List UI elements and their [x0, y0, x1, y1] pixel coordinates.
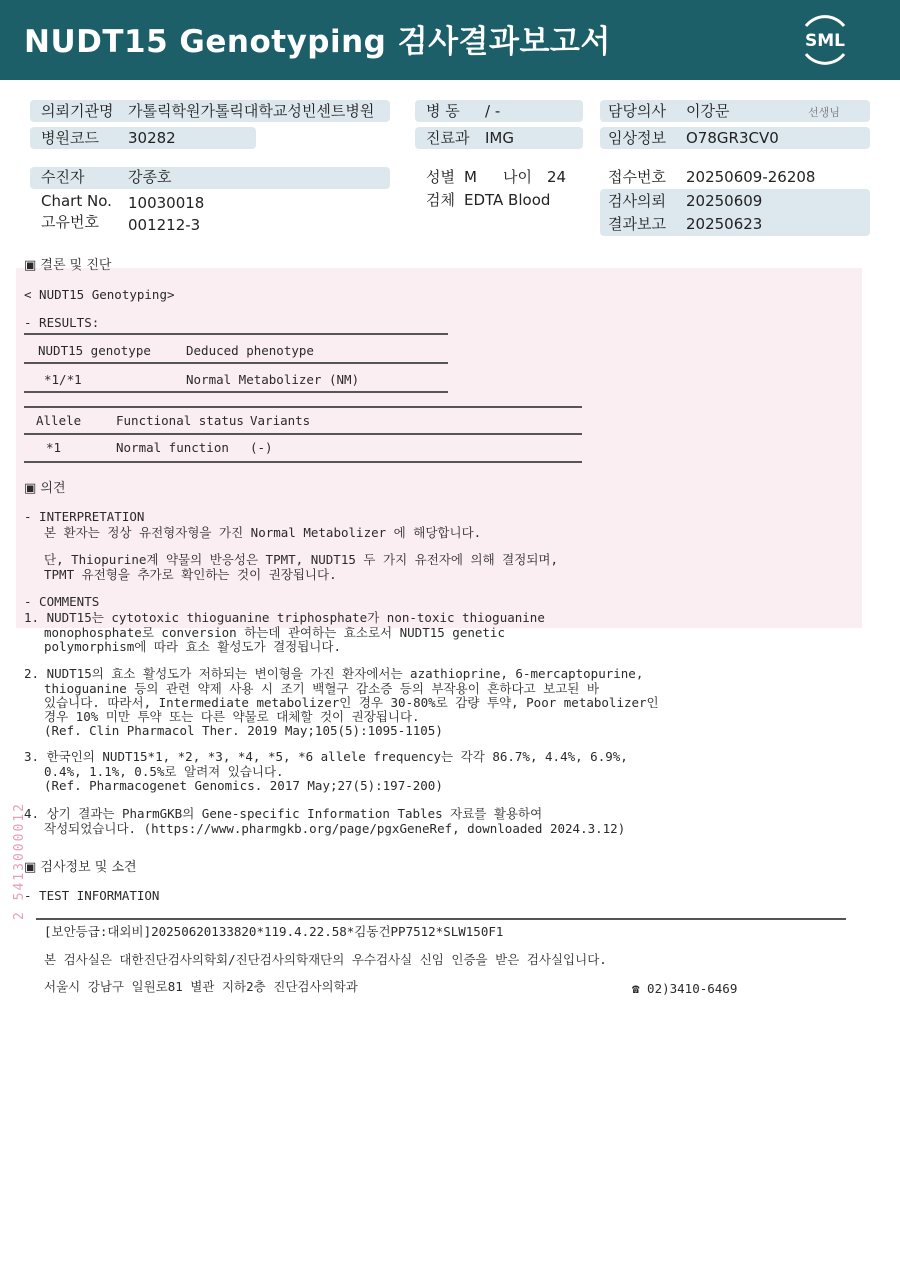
- comment-1-line-1: 1. NUDT15는 cytotoxic thioguanine triphosphate가 non-toxic thioguanine: [24, 610, 545, 625]
- divider: [24, 461, 582, 463]
- hospital-code-value: 30282: [128, 129, 176, 147]
- genotype-value: *1/*1: [44, 372, 82, 387]
- section-opinion-heading: ▣ 의견: [24, 481, 66, 496]
- specimen-value: EDTA Blood: [464, 191, 551, 209]
- col-genotype-header: NUDT15 genotype: [38, 343, 151, 358]
- comment-4-line-1: 4. 상기 결과는 PharmGKB의 Gene-specific Information Tables 자료를 활용하여: [24, 806, 543, 821]
- patient-label: 수진자: [41, 168, 85, 186]
- section-test-info-heading: ▣ 검사정보 및 소견: [24, 860, 137, 875]
- comment-1-line-3: polymorphism에 따라 효소 활성도가 결정됩니다.: [44, 639, 341, 654]
- sex-value: M: [464, 168, 477, 186]
- unique-no-value: 001212-3: [128, 216, 201, 234]
- ward-label: 병 동: [426, 102, 460, 120]
- receipt-value: 20250609-26208: [686, 168, 816, 186]
- logo-text: SML: [805, 31, 845, 51]
- ward-value: / -: [485, 102, 501, 120]
- clinical-label: 임상정보: [608, 129, 666, 147]
- certification-line: 본 검사실은 대한진단검사의학회/진단검사의학재단의 우수검사실 신임 인증을 받은 검사실입니다.: [44, 952, 607, 967]
- col-variants-header: Variants: [250, 413, 311, 428]
- status-value: Normal function: [116, 440, 229, 455]
- comment-3-line-2: 0.4%, 1.1%, 0.5%로 알려져 있습니다.: [44, 764, 284, 779]
- unique-no-label: 고유번호: [41, 213, 99, 231]
- comment-2-line-2: thioguanine 등의 관련 약제 사용 시 조기 백혈구 감소증 등의 부작용이 흔하다고 보고된 바: [44, 681, 599, 696]
- clinical-value: O78GR3CV0: [686, 129, 779, 147]
- request-label: 검사의뢰: [608, 192, 666, 210]
- report-date-value: 20250623: [686, 215, 763, 233]
- age-label: 나이: [503, 168, 532, 186]
- interpretation-line-1: 본 환자는 정상 유전형자형을 가진 Normal Metabolizer 에 해당합니다.: [44, 525, 482, 540]
- institution-value: 가톨릭학원가톨릭대학교성빈센트병원: [128, 102, 375, 120]
- doctor-label: 담당의사: [608, 102, 666, 120]
- comments-label: - COMMENTS: [24, 594, 100, 609]
- comment-3-line-1: 3. 한국인의 NUDT15*1, *2, *3, *4, *5, *6 allele frequency는 각각 86.7%, 4.4%, 6.9%,: [24, 749, 628, 764]
- allele-value: *1: [46, 440, 62, 455]
- report-date-label: 결과보고: [608, 215, 666, 233]
- comment-1-line-2: monophosphate로 conversion 하는데 관여하는 효소로서 NUDT15 genetic: [44, 625, 505, 640]
- hospital-code-label: 병원코드: [41, 129, 99, 147]
- security-line: [보안등급:대외비]20250620133820*119.4.22.58*김동건PP7512*SLW150F1: [44, 924, 504, 939]
- comment-2-line-1: 2. NUDT15의 효소 활성도가 저하되는 변이형을 가진 환자에서는 azathioprine, 6-mercaptopurine,: [24, 666, 644, 681]
- results-label: - RESULTS:: [24, 315, 100, 330]
- divider: [24, 391, 448, 393]
- report-title: NUDT15 Genotyping 검사결과보고서: [24, 24, 611, 60]
- divider: [24, 433, 582, 435]
- doctor-value: 이강문: [686, 102, 730, 120]
- variants-value: (-): [250, 440, 273, 455]
- comment-2-line-3: 있습니다. 따라서, Intermediate metabolizer인 경우 30-80%로 감량 투약, Poor metabolizer인: [44, 695, 659, 710]
- col-allele-header: Allele: [36, 413, 82, 428]
- interpretation-line-3: TPMT 유전형을 추가로 확인하는 것이 권장됩니다.: [44, 567, 337, 582]
- side-specimen-id: 2 5413000012: [12, 802, 27, 920]
- divider: [24, 406, 582, 408]
- chart-no-value: 10030018: [128, 194, 205, 212]
- test-name: < NUDT15 Genotyping>: [24, 287, 175, 302]
- receipt-label: 접수번호: [608, 168, 666, 186]
- divider: [24, 333, 448, 335]
- sex-label: 성별: [426, 168, 455, 186]
- patient-value: 강종호: [128, 168, 172, 186]
- section-conclusion-heading: ▣ 결론 및 진단: [24, 258, 112, 273]
- col-status-header: Functional status: [116, 413, 244, 428]
- dept-label: 진료과: [426, 129, 470, 147]
- comment-2-ref: (Ref. Clin Pharmacol Ther. 2019 May;105(5):1095-1105): [44, 723, 443, 738]
- chart-no-label: Chart No.: [41, 192, 112, 210]
- footer-divider: [36, 918, 846, 920]
- interpretation-label: - INTERPRETATION: [24, 509, 145, 524]
- test-information-label: - TEST INFORMATION: [24, 888, 160, 903]
- comment-4-line-2: 작성되었습니다. (https://www.pharmgkb.org/page/pgxGeneRef, downloaded 2024.3.12): [44, 821, 626, 836]
- request-value: 20250609: [686, 192, 763, 210]
- col-phenotype-header: Deduced phenotype: [186, 343, 314, 358]
- address-line: 서울시 강남구 일원로81 별관 지하2층 진단검사의학과: [44, 979, 358, 994]
- phone-line: ☎ 02)3410-6469: [632, 981, 738, 996]
- doctor-suffix: 선생님: [808, 106, 840, 119]
- specimen-label: 검체: [426, 191, 455, 209]
- comment-2-line-4: 경우 10% 미만 투약 또는 다른 약물로 대체할 것이 권장됩니다.: [44, 709, 420, 724]
- phenotype-value: Normal Metabolizer (NM): [186, 372, 360, 387]
- comment-3-ref: (Ref. Pharmacogenet Genomics. 2017 May;27(5):197-200): [44, 778, 443, 793]
- dept-value: IMG: [485, 129, 514, 147]
- interpretation-line-2: 단, Thiopurine계 약물의 반응성은 TPMT, NUDT15 두 가지 유전자에 의해 결정되며,: [44, 552, 558, 567]
- divider: [24, 362, 448, 364]
- institution-label: 의뢰기관명: [41, 102, 114, 120]
- age-value: 24: [547, 168, 567, 186]
